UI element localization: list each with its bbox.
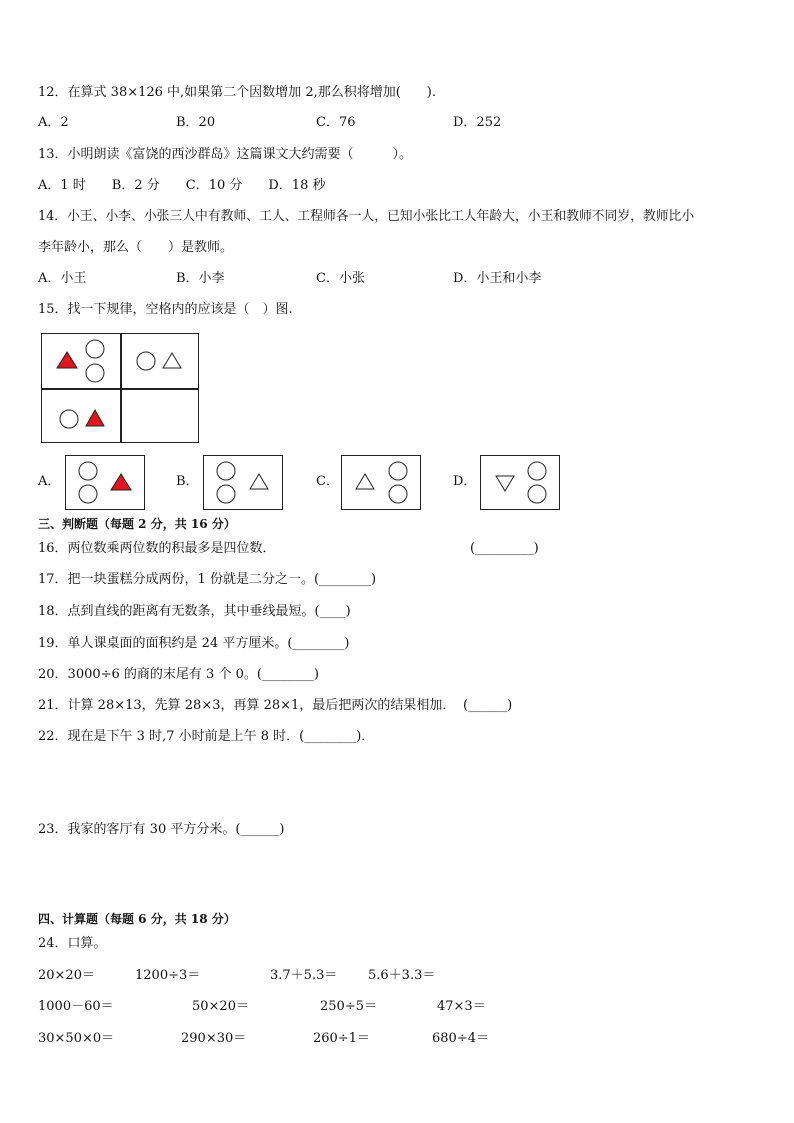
calc-item[interactable]: 30×50×0＝ <box>38 1031 115 1046</box>
q14-text-line2: 李年龄小，那么（ ）是教师。 <box>38 240 234 255</box>
q18-text[interactable]: 18．点到直线的距离有无数条，其中垂线最短。(____) <box>38 604 351 619</box>
calc-item[interactable]: 260÷1＝ <box>313 1031 370 1046</box>
q21-answer-blank[interactable]: (______) <box>463 698 513 713</box>
q14-option-c[interactable]: C．小张 <box>316 271 365 286</box>
q21-text: 21．计算 28×13，先算 28×3，再算 28×1，最后把两次的结果相加． <box>38 698 456 713</box>
section3-title: 三、判断题（每题 2 分，共 16 分） <box>38 517 236 531</box>
q15-text: 15．找一下规律，空格内的应该是（ ）图. <box>38 302 293 317</box>
q14-option-b[interactable]: B．小李 <box>176 271 225 286</box>
q19-text[interactable]: 19．单人课桌面的面积约是 24 平方厘米。(________) <box>38 636 350 651</box>
q20-text[interactable]: 20．3000÷6 的商的末尾有 3 个 0。(________) <box>38 667 320 682</box>
inverted-triangle-icon <box>496 476 514 491</box>
q14-option-a[interactable]: A．小王 <box>38 271 87 286</box>
calc-item[interactable]: 5.6＋3.3＝ <box>368 968 436 983</box>
q22-text[interactable]: 22．现在是下午 3 时,7 小时前是上午 8 时．(________)． <box>38 729 375 744</box>
circle-icon <box>389 485 407 503</box>
triangle-icon <box>356 474 374 489</box>
section4-title: 四、计算题（每题 6 分，共 18 分） <box>38 912 236 926</box>
calc-item[interactable]: 3.7＋5.3＝ <box>270 968 338 983</box>
q12-option-a[interactable]: A．2 <box>38 115 69 130</box>
circle-icon <box>79 485 97 503</box>
q16-text: 16．两位数乘两位数的积最多是四位数． <box>38 541 276 556</box>
calc-item[interactable]: 680÷4＝ <box>432 1031 489 1046</box>
red-triangle-icon <box>111 474 131 490</box>
q13-text: 13．小明朗读《富饶的西沙群岛》这篇课文大约需要（ ）。 <box>38 147 413 162</box>
circle-icon <box>79 462 97 480</box>
q15-option-c-label[interactable]: C． <box>316 474 339 489</box>
calc-item[interactable]: 50×20＝ <box>192 999 249 1014</box>
circle-icon <box>528 485 546 503</box>
q15-option-b-label[interactable]: B． <box>176 474 199 489</box>
q12-text: 12．在算式 38×126 中,如果第二个因数增加 2,那么积将增加( ). <box>38 85 436 100</box>
q16-answer-blank[interactable]: (_________) <box>470 541 539 556</box>
calc-item[interactable]: 1200÷3＝ <box>135 968 201 983</box>
circle-icon <box>528 462 546 480</box>
q24-text: 24．口算。 <box>38 936 107 951</box>
circle-icon <box>389 462 407 480</box>
q14-text-line1: 14．小王、小李、小张三人中有教师、工人、工程师各一人，已知小张比工人年龄大，小王和教师不同岁，教师比小 <box>38 209 695 224</box>
q12-option-d[interactable]: D．252 <box>453 115 502 130</box>
q12-option-c[interactable]: C．76 <box>316 115 356 130</box>
q15-option-a-label[interactable]: A． <box>38 474 61 489</box>
q23-text[interactable]: 23．我家的客厅有 30 平方分米。(______) <box>38 822 285 837</box>
q14-option-d[interactable]: D．小王和小李 <box>453 271 542 286</box>
circle-icon <box>217 462 235 480</box>
circle-icon <box>217 485 235 503</box>
calc-item[interactable]: 250÷5＝ <box>320 999 377 1014</box>
q12-option-b[interactable]: B．20 <box>176 115 216 130</box>
q17-text[interactable]: 17．把一块蛋糕分成两份，1 份就是二分之一。(________) <box>38 572 377 587</box>
q15-option-d-label[interactable]: D． <box>453 474 477 489</box>
calc-item[interactable]: 290×30＝ <box>181 1031 247 1046</box>
calc-item[interactable]: 47×3＝ <box>437 999 486 1014</box>
triangle-icon <box>250 474 268 489</box>
calc-item[interactable]: 1000－60＝ <box>38 999 114 1014</box>
calc-item[interactable]: 20×20＝ <box>38 968 95 983</box>
q13-options[interactable]: A．1 时 B．2 分 C．10 分 D．18 秒 <box>38 178 326 193</box>
